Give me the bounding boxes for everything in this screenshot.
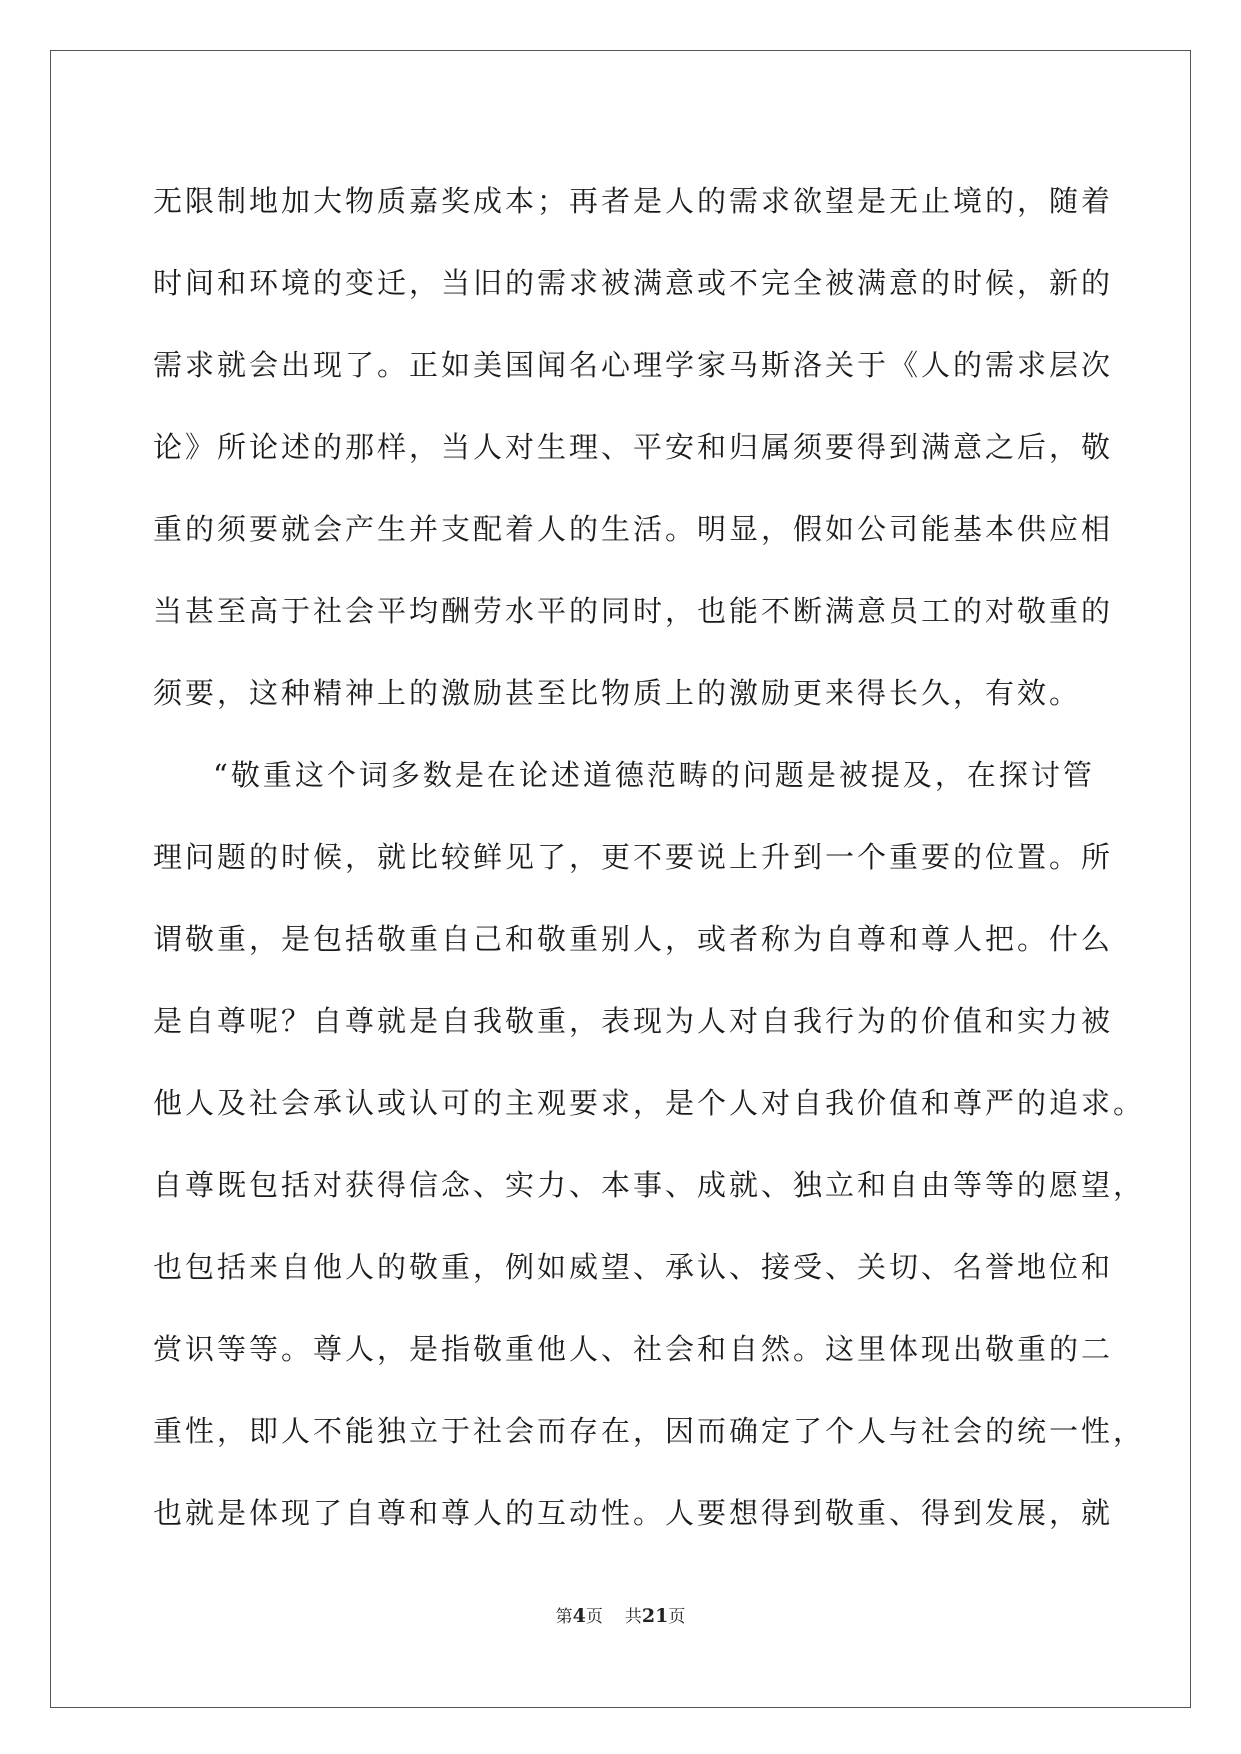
text-line: 论》所论述的那样，当人对生理、平安和归属须要得到满意之后，敬 bbox=[153, 430, 1114, 464]
total-pages: 21 bbox=[641, 1605, 669, 1627]
document-body bbox=[153, 160, 1146, 1554]
text-line: 当甚至高于社会平均酬劳水平的同时，也能不断满意员工的对敬重的 bbox=[153, 594, 1114, 628]
text-line: 重性，即人不能独立于社会而存在，因而确定了个人与社会的统一性， bbox=[153, 1414, 1146, 1448]
text-line: 谓敬重，是包括敬重自己和敬重别人，或者称为自尊和尊人把。什么 bbox=[153, 922, 1114, 956]
text-line: 他人及社会承认或认可的主观要求，是个人对自我价值和尊严的追求。 bbox=[153, 1086, 1146, 1120]
text-line: 无限制地加大物质嘉奖成本；再者是人的需求欲望是无止境的，随着 bbox=[153, 184, 1114, 218]
page-footer bbox=[0, 1602, 1241, 1627]
text-line: 也包括来自他人的敬重，例如威望、承认、接受、关切、名誉地位和 bbox=[153, 1250, 1114, 1284]
footer-prefix: 第 bbox=[555, 1607, 573, 1627]
text-line: 时间和环境的变迁，当旧的需求被满意或不完全被满意的时候，新的 bbox=[153, 266, 1114, 300]
text-line: 重的须要就会产生并支配着人的生活。明显，假如公司能基本供应相 bbox=[153, 512, 1114, 546]
text-line: 须要，这种精神上的激励甚至比物质上的激励更来得长久，有效。 bbox=[153, 676, 1082, 710]
text-line: 赏识等等。尊人，是指敬重他人、社会和自然。这里体现出敬重的二 bbox=[153, 1332, 1114, 1366]
footer-total-prefix: 共 bbox=[624, 1607, 642, 1627]
footer-page-unit: 页 bbox=[585, 1607, 603, 1627]
text-line: 需求就会出现了。正如美国闻名心理学家马斯洛关于《人的需求层次 bbox=[153, 348, 1114, 382]
text-line: 理问题的时候，就比较鲜见了，更不要说上升到一个重要的位置。所 bbox=[153, 840, 1114, 874]
text-line: 自尊既包括对获得信念、实力、本事、成就、独立和自由等等的愿望， bbox=[153, 1168, 1146, 1202]
text-line: 是自尊呢？自尊就是自我敬重，表现为人对自我行为的价值和实力被 bbox=[153, 1004, 1114, 1038]
footer-total-unit: 页 bbox=[668, 1607, 686, 1627]
paragraph-start-line: “敬重这个词多数是在论述道德范畴的问题是被提及，在探讨管 bbox=[213, 758, 1095, 792]
page-number: 4 bbox=[572, 1605, 586, 1627]
text-line: 也就是体现了自尊和尊人的互动性。人要想得到敬重、得到发展，就 bbox=[153, 1496, 1114, 1530]
